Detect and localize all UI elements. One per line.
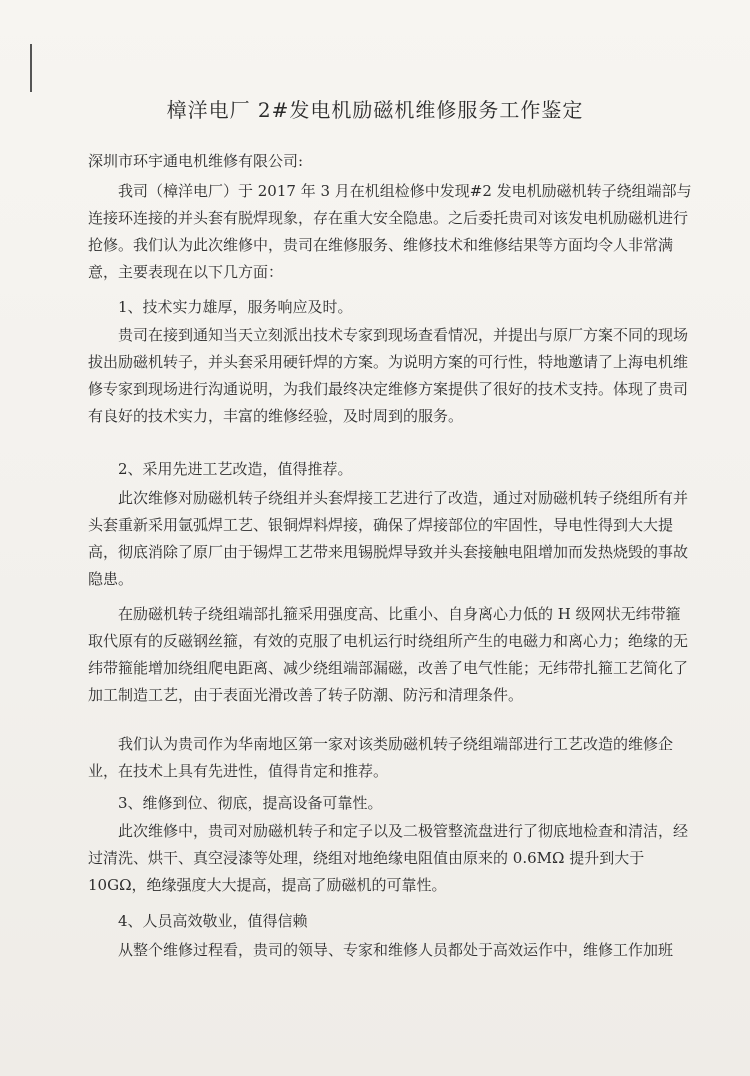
paragraph-section-2a: 此次维修对励磁机转子绕组并头套焊接工艺进行了改造，通过对励磁机转子绕组所有并头套重新采用氩弧焊工艺、银铜焊料焊接，确保了焊接部位的牢固性，导电性得到大大提高，彻底消除了原厂由于锡焊工艺带来甩锡脱焊导致并头套接触电阻增加而发热烧毁的事故隐患。 <box>88 489 689 588</box>
section-heading-2: 2、采用先进工艺改造，值得推荐。 <box>118 460 353 478</box>
section-heading-3: 3、维修到位、彻底，提高设备可靠性。 <box>118 794 383 812</box>
margin-mark <box>30 44 32 92</box>
paragraph-section-2b: 在励磁机转子绕组端部扎箍采用强度高、比重小、自身离心力低的 H 级网状无纬带箍取代原有的反磁钢丝箍，有效的克服了电机运行时绕组所产生的电磁力和离心力；绝缘的无纬带箍能增加绕组爬电距离、减少绕组端部漏磁，改善了电气性能；无纬带扎箍工艺简化了加工制造工艺，由于表面光滑改善了转子防潮、防污和清理条件。 <box>88 605 689 704</box>
paragraph-section-4: 从整个维修过程看，贵司的领导、专家和维修人员都处于高效运作中，维修工作加班 <box>118 941 674 959</box>
paragraph-section-2c: 我们认为贵司作为华南地区第一家对该类励磁机转子绕组端部进行工艺改造的维修企业，在技术上具有先进性，值得肯定和推荐。 <box>88 735 674 780</box>
paragraph-section-3: 此次维修中，贵司对励磁机转子和定子以及二极管整流盘进行了彻底地检查和清洁，经过清洗、烘干、真空浸漆等处理，绕组对地绝缘电阻值由原来的 0.6MΩ 提升到大于 10GΩ，绝缘强度大大提高，提高了励磁机的可靠性。 <box>88 822 689 894</box>
section-heading-4: 4、人员高效敬业，值得信赖 <box>118 912 308 930</box>
section-heading-1: 1、技术实力雄厚，服务响应及时。 <box>118 298 353 316</box>
document-title: 樟洋电厂 2#发电机励磁机维修服务工作鉴定 <box>166 98 584 122</box>
paragraph-section-1: 贵司在接到通知当天立刻派出技术专家到现场查看情况，并提出与原厂方案不同的现场拔出励磁机转子，并头套采用硬钎焊的方案。为说明方案的可行性，特地邀请了上海电机维修专家到现场进行沟通说明，为我们最终决定维修方案提供了很好的技术支持。体现了贵司有良好的技术实力，丰富的维修经验，及时周到的服务。 <box>88 326 689 425</box>
paragraph-intro: 我司（樟洋电厂）于 2017 年 3 月在机组检修中发现#2 发电机励磁机转子绕组端部与连接环连接的并头套有脱焊现象，存在重大安全隐患。之后委托贵司对该发电机励磁机进行抢修。我们认为此次维修中，贵司在维修服务、维修技术和维修结果等方面均令人非常满意，主要表现在以下几方面： <box>88 182 692 281</box>
salutation: 深圳市环宇通电机维修有限公司: <box>88 152 304 170</box>
